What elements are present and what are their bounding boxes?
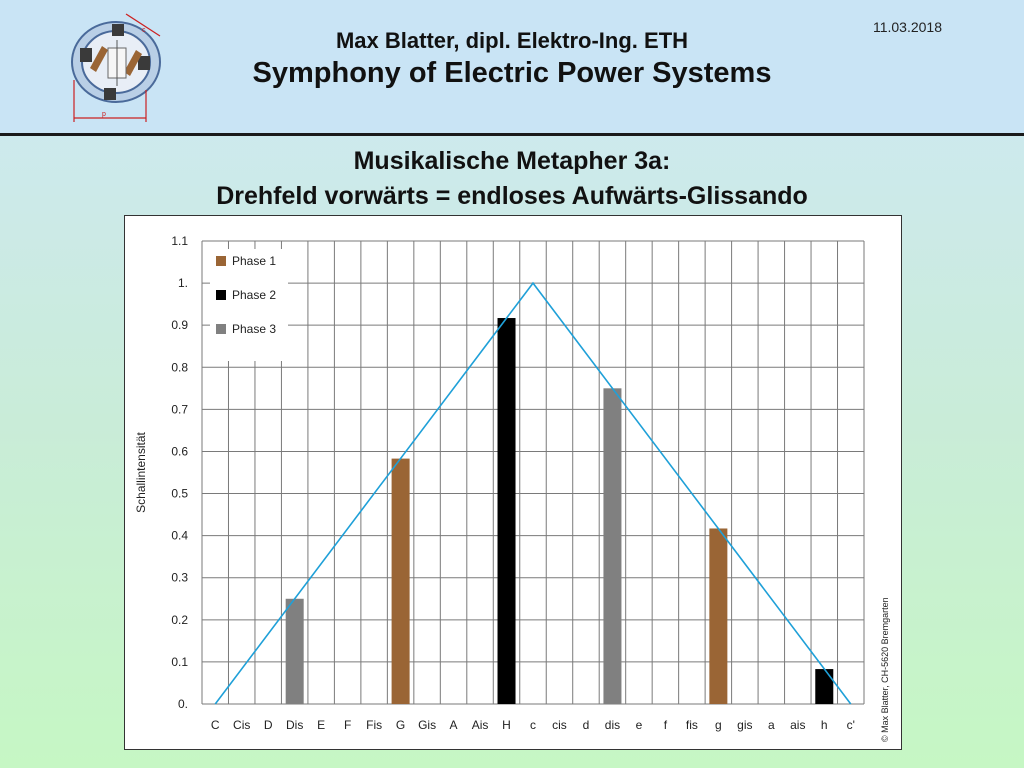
x-tick-label: fis [685,718,698,732]
bar-phase-3-dis [603,388,621,704]
x-tick-label: E [317,718,326,732]
bar-phase-1-g [709,528,727,704]
y-tick-label: 0.8 [171,360,188,375]
y-tick-label: 0. [177,697,188,711]
y-tick-label: 0.2 [171,612,188,627]
legend-swatch [216,290,226,300]
x-tick-label: Dis [286,718,304,732]
x-tick-label: G [395,718,406,732]
bar-phase-2-H [498,318,516,704]
x-tick-label: cis [552,718,567,732]
y-tick-label: 0.1 [171,654,188,669]
x-tick-label: D [263,718,273,732]
x-tick-label: Ais [471,718,489,732]
author-name: Max Blatter, dipl. Elektro-Ing. ETH [335,28,689,53]
x-tick-label: f [663,718,668,732]
y-axis-label: Schallintensität [134,432,148,513]
bar-phase-1-G [392,459,410,704]
series-title: Symphony of Electric Power Systems [252,57,772,89]
x-tick-label: g [715,718,722,732]
legend-label: Phase 2 [232,288,277,302]
x-tick-label: c' [846,718,855,732]
y-tick-label: 0.9 [171,318,188,333]
legend-label: Phase 1 [232,254,277,268]
x-tick-label: H [502,718,511,732]
logo-label-c: c [142,27,146,34]
bar-phase-2-h [815,669,833,704]
y-tick-label: 0.3 [171,570,188,585]
x-tick-label: h [820,718,828,732]
x-tick-label: e [635,718,643,732]
x-tick-label: Fis [366,718,383,732]
x-tick-label: Cis [233,718,251,732]
y-tick-label: 1. [177,276,188,291]
y-tick-label: 0.6 [171,444,188,459]
x-tick-label: a [767,718,775,732]
copyright-notice: © Max Blatter, CH-5620 Bremgarten [880,597,890,742]
y-tick-label: 0.7 [171,402,188,417]
x-tick-label: dis [604,718,621,732]
slide-title-line2: Drehfeld vorwärts = endloses Aufwärts-Glissando [216,182,808,210]
y-tick-label: 0.5 [171,486,188,501]
x-tick-label: A [449,718,458,732]
x-tick-label: C [210,718,220,732]
x-tick-label: gis [737,718,753,732]
legend-swatch [216,324,226,334]
x-tick-label: Gis [418,718,437,732]
bar-phase-3-Dis [286,599,304,704]
bar-chart [125,216,901,749]
chart-frame [124,215,902,750]
x-tick-label: F [343,718,352,732]
y-tick-label: 0.4 [171,528,188,543]
x-tick-label: ais [790,718,806,732]
legend-label: Phase 3 [232,322,277,336]
x-tick-label: c [530,718,536,732]
legend-swatch [216,256,226,266]
y-tick-label: 1.1 [171,234,188,248]
logo-label-p: p [102,111,106,118]
x-tick-label: d [582,718,590,732]
slide-title-line1: Musikalische Metapher 3a: [353,147,671,175]
slide-date: 11.03.2018 [872,19,942,35]
header-band [0,0,1024,136]
